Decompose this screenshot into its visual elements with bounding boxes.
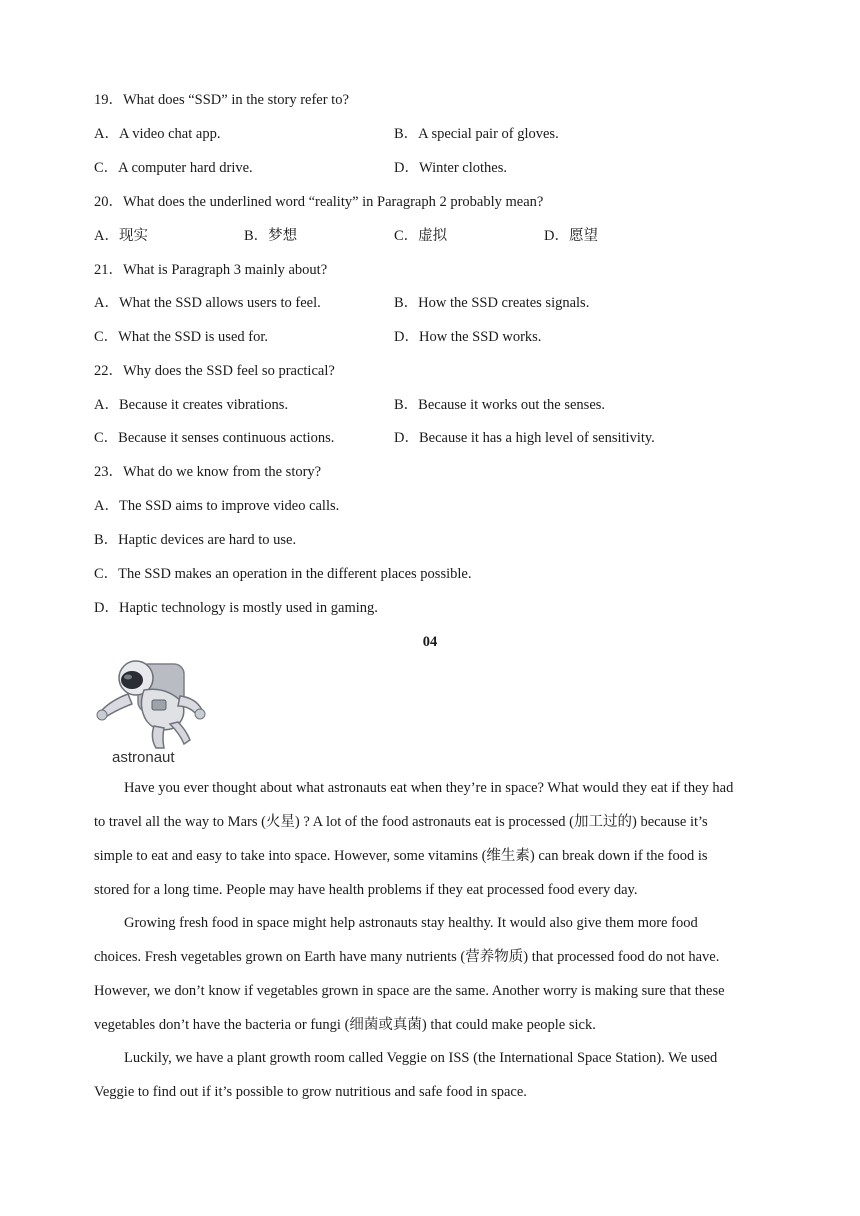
question-21-option-c: C．What the SSD is used for. <box>94 329 268 345</box>
passage-line-5: Growing fresh food in space might help astronauts stay healthy. It would also give them more food <box>124 915 698 931</box>
question-20-option-a: A．现实 <box>94 228 148 244</box>
question-21-option-d: D．How the SSD works. <box>394 329 542 345</box>
passage-line-3: simple to eat and easy to take into space. However, some vitamins (维生素) can break down if the food is <box>94 848 708 864</box>
question-21-stem: 21．What is Paragraph 3 mainly about? <box>94 262 328 278</box>
question-23-option-a: A．The SSD aims to improve video calls. <box>94 498 340 514</box>
question-19-option-d: D．Winter clothes. <box>394 160 507 176</box>
question-22-option-b: B．Because it works out the senses. <box>394 397 606 413</box>
passage-line-7: However, we don’t know if vegetables grown in space are the same. Another worry is making sure that these <box>94 983 725 999</box>
question-20-option-c: C．虚拟 <box>394 228 448 244</box>
question-22-option-c: C．Because it senses continuous actions. <box>94 430 335 446</box>
question-19-stem: 19．What does “SSD” in the story refer to? <box>94 92 349 108</box>
section-number: 04 <box>422 634 438 650</box>
passage-line-10: Veggie to find out if it’s possible to grow nutritious and safe food in space. <box>94 1084 527 1100</box>
question-23-option-c: C．The SSD makes an operation in the different places possible. <box>94 566 472 582</box>
question-23-stem: 23．What do we know from the story? <box>94 464 322 480</box>
question-20-option-d: D．愿望 <box>544 228 598 244</box>
passage-line-9: Luckily, we have a plant growth room called Veggie on ISS (the International Space Station). We used <box>124 1050 718 1066</box>
question-20-option-b: B．梦想 <box>244 228 298 244</box>
question-19-option-a: A．A video chat app. <box>94 126 221 142</box>
passage-line-4: stored for a long time. People may have health problems if they eat processed food every day. <box>94 882 638 898</box>
question-22-option-d: D．Because it has a high level of sensitivity. <box>394 430 655 446</box>
question-20-stem: 20．What does the underlined word “reality” in Paragraph 2 probably mean? <box>94 194 544 210</box>
question-22-option-a: A．Because it creates vibrations. <box>94 397 289 413</box>
astronaut-icon <box>92 656 212 751</box>
question-22-stem: 22．Why does the SSD feel so practical? <box>94 363 335 379</box>
passage-line-2: to travel all the way to Mars (火星) ? A lot of the food astronauts eat is processed (加工过的) because it’s <box>94 814 708 830</box>
passage-line-1: Have you ever thought about what astronauts eat when they’re in space? What would they eat if they had <box>124 780 734 796</box>
question-21-option-b: B．How the SSD creates signals. <box>394 295 590 311</box>
question-21-option-a: A．What the SSD allows users to feel. <box>94 295 321 311</box>
question-19-option-b: B．A special pair of gloves. <box>394 126 559 142</box>
passage-line-6: choices. Fresh vegetables grown on Earth have many nutrients (营养物质) that processed food do not have. <box>94 949 720 965</box>
question-19-option-c: C．A computer hard drive. <box>94 160 253 176</box>
figure-caption: astronaut <box>112 749 175 766</box>
question-23-option-b: B．Haptic devices are hard to use. <box>94 532 297 548</box>
passage-line-8: vegetables don’t have the bacteria or fungi (细菌或真菌) that could make people sick. <box>94 1017 596 1033</box>
question-23-option-d: D．Haptic technology is mostly used in gaming. <box>94 600 378 616</box>
